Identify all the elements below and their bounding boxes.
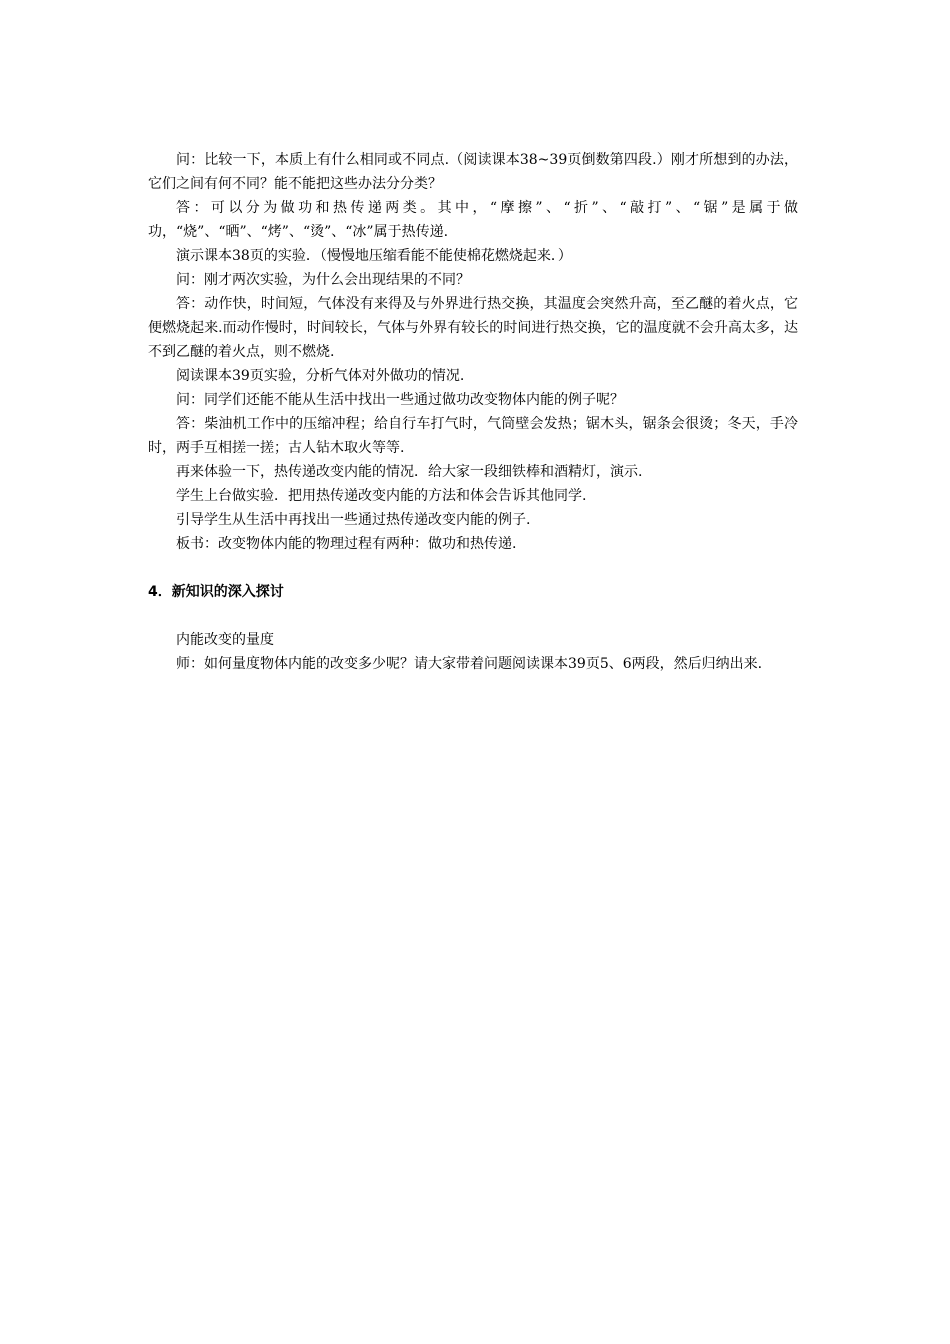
document-page (148, 148, 798, 676)
paragraph-answer-work-examples: 答：柴油机工作中的压缩冲程；给自行车打气时，气筒壁会发热；锯木头，锯条会很烫；冬天，手冷时，两手互相搓一搓；古人钻木取火等等. (148, 416, 798, 456)
paragraph-question-compare: 问：比较一下，本质上有什么相同或不同点.（阅读课本38~39页倒数第四段.）刚才所想到的办法，它们之间有何不同？能不能把这些办法分分类？ (148, 152, 798, 192)
paragraph-teacher-question: 师：如何量度物体内能的改变多少呢？请大家带着问题阅读课本39页5、6两段，然后归纳出来. (176, 656, 763, 672)
paragraph-student-experiment: 学生上台做实验．把用热传递改变内能的方法和体会告诉其他同学. (176, 488, 587, 504)
paragraph-blackboard: 板书：改变物体内能的物理过程有两种：做功和热传递. (176, 536, 517, 552)
paragraph-guide-examples: 引导学生从生活中再找出一些通过热传递改变内能的例子. (176, 512, 531, 528)
paragraph-subtopic: 内能改变的量度 (176, 632, 274, 648)
section-heading: 4．新知识的深入探讨 (148, 584, 284, 600)
paragraph-answer-classify: 答：可以分为做功和热传递两类。其中，“摩擦”、“折”、“敲打”、“锯”是属于做功，“烧”、“晒”、“烤”、“烫”、“冰”属于热传递. (148, 200, 798, 240)
paragraph-answer-speed: 答：动作快，时间短，气体没有来得及与外界进行热交换，其温度会突然升高，至乙醚的着火点，它便燃烧起来.而动作慢时，时间较长，气体与外界有较长的时间进行热交换，它的温度就不会升高太多，达不到乙醚的着火点，则不燃烧. (148, 296, 798, 360)
paragraph-demo-experiment: 演示课本38页的实验．（慢慢地压缩看能不能使棉花燃烧起来．） (176, 248, 572, 264)
paragraph-question-work-examples: 问：同学们还能不能从生活中找出一些通过做功改变物体内能的例子呢？ (176, 392, 624, 408)
paragraph-heat-transfer-demo: 再来体验一下，热传递改变内能的情况．给大家一段细铁棒和酒精灯，演示. (176, 464, 643, 480)
paragraph-read-experiment: 阅读课本39页实验，分析气体对外做功的情况. (176, 368, 465, 384)
paragraph-question-two-experiments: 问：刚才两次实验，为什么会出现结果的不同？ (176, 272, 470, 288)
